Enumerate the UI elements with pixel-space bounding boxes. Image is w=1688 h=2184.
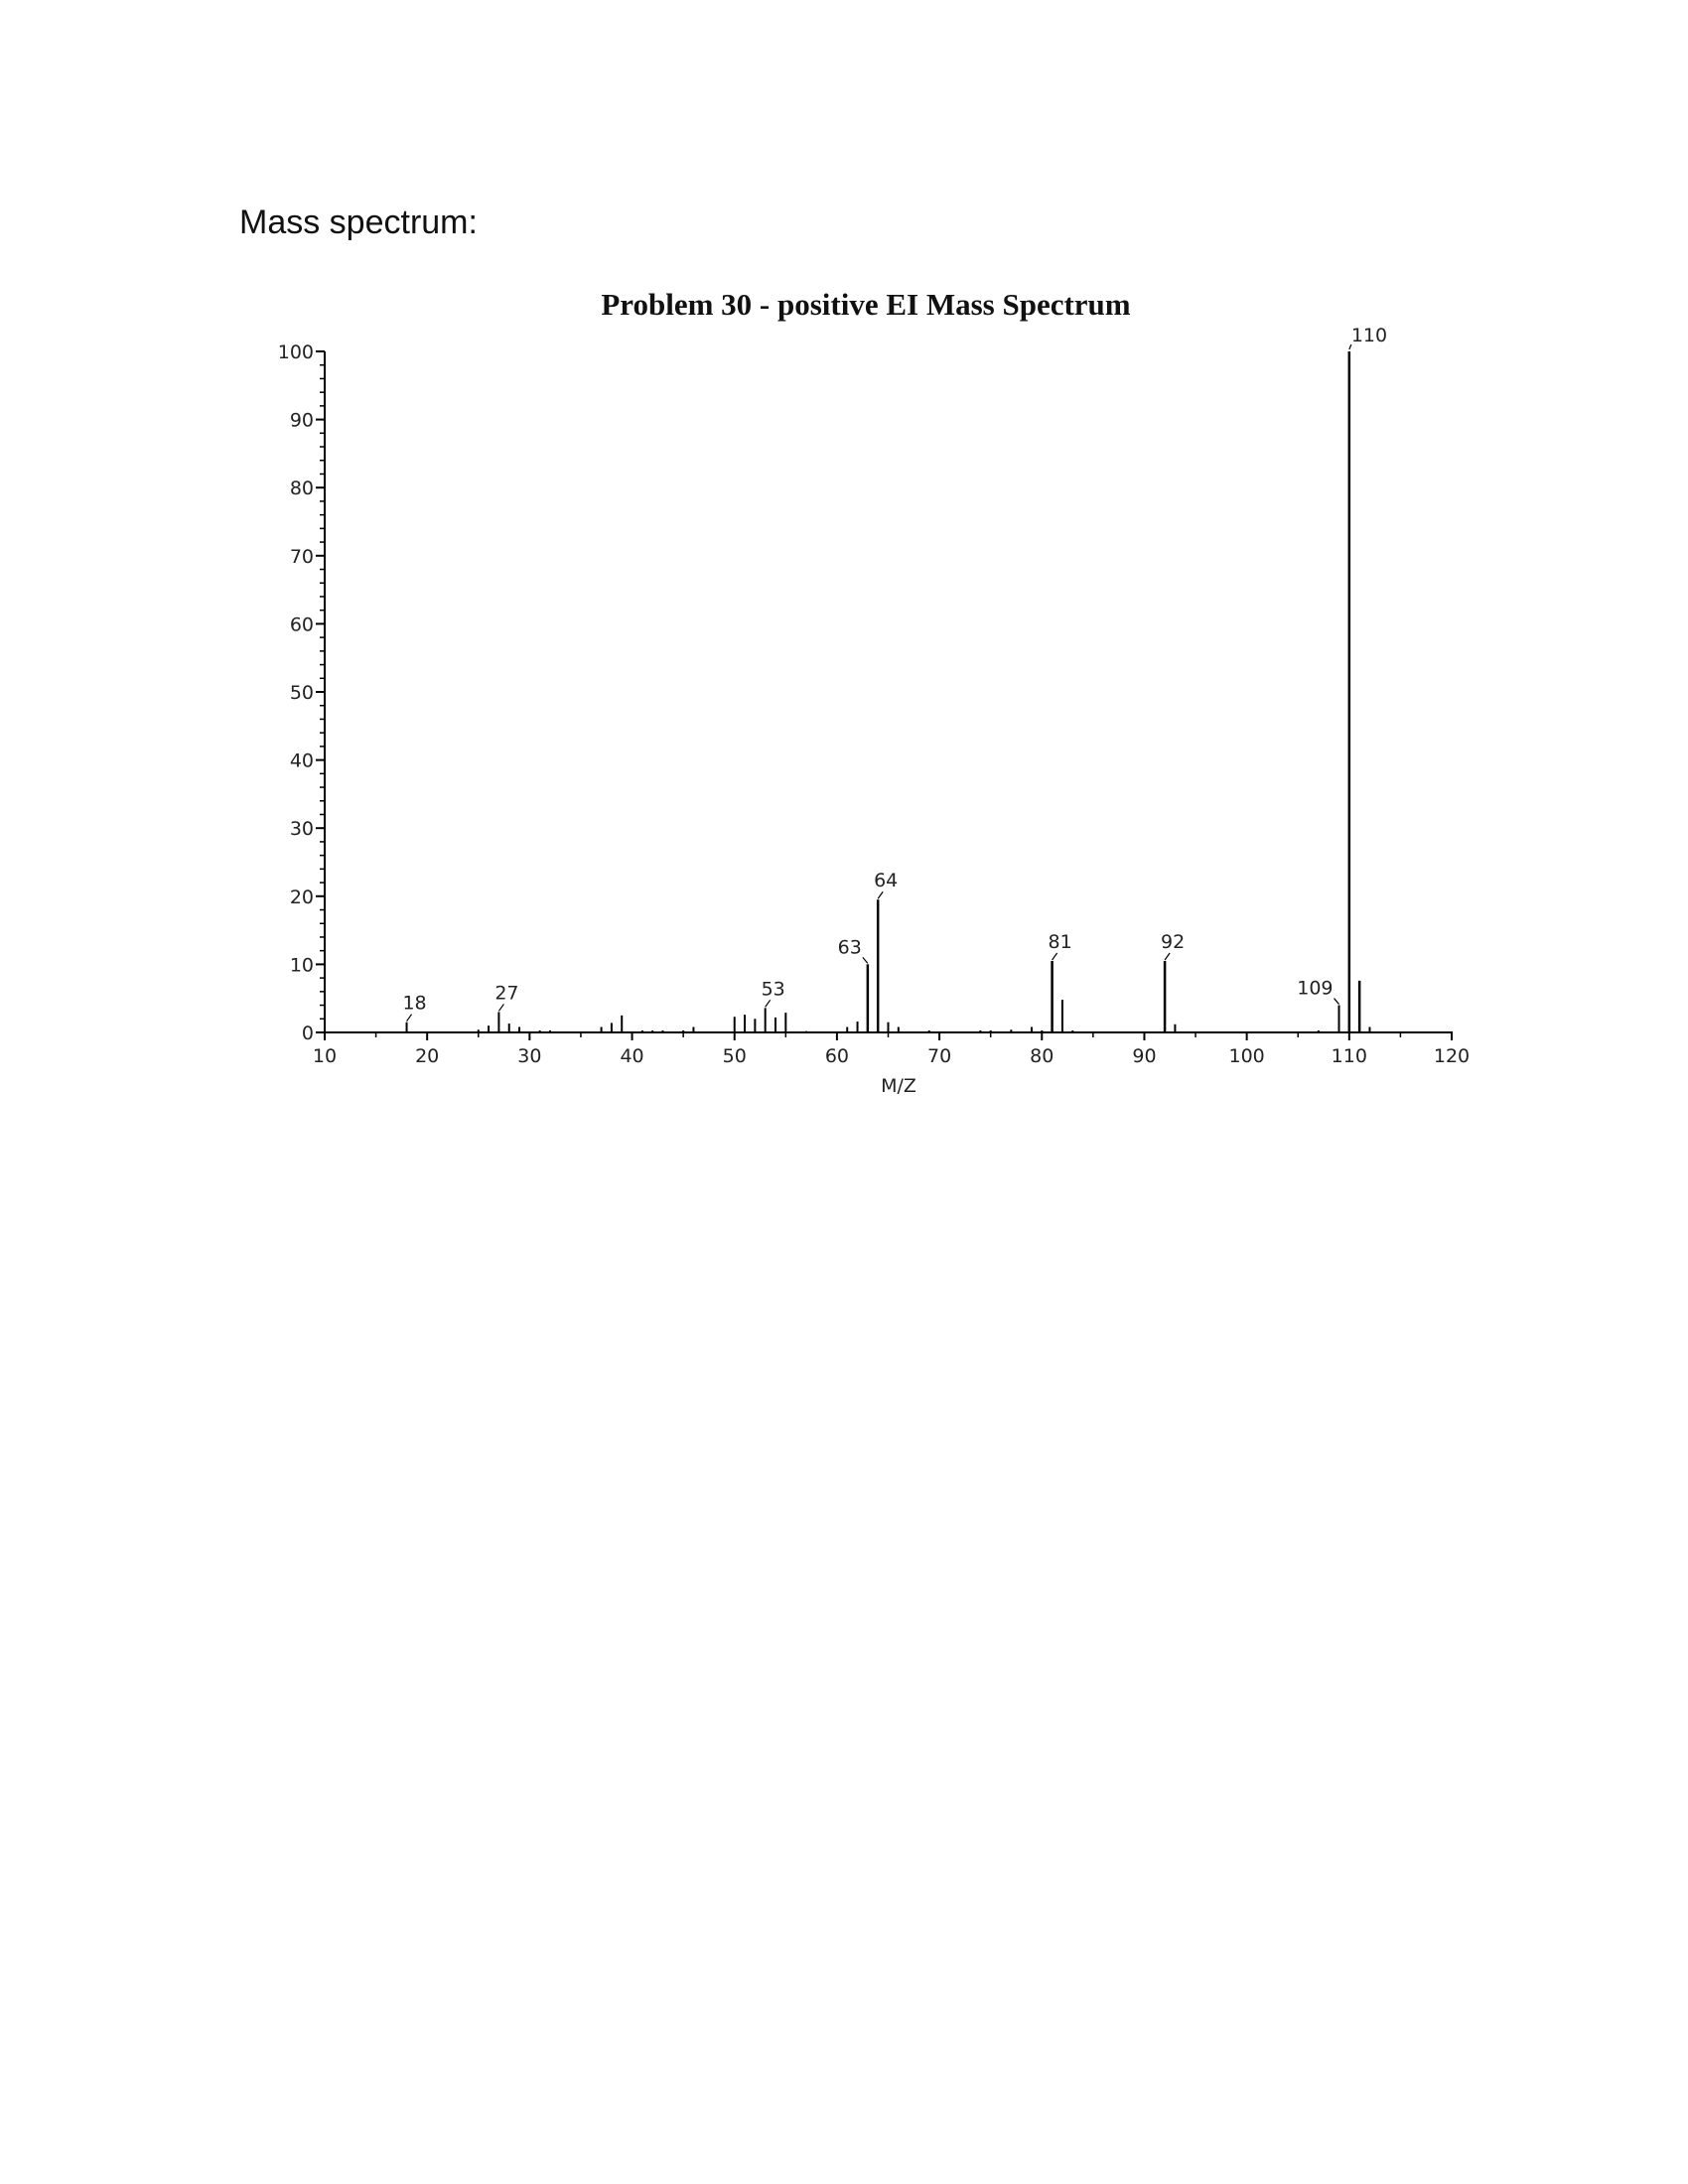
peak-leader: [878, 891, 883, 898]
x-axis-label: M/Z: [881, 1075, 916, 1097]
x-tick-label: 20: [415, 1045, 440, 1067]
peak-label: 18: [402, 992, 427, 1015]
x-tick-label: 120: [1433, 1045, 1471, 1067]
peak-leader: [1053, 953, 1057, 960]
peak-leader: [407, 1015, 412, 1022]
peak-label: 64: [874, 870, 899, 892]
x-tick-label: 60: [824, 1045, 850, 1067]
peak-label: 110: [1350, 325, 1388, 346]
peak-leader: [766, 1000, 771, 1007]
y-tick-label: 40: [289, 750, 314, 772]
y-tick-label: 70: [289, 545, 314, 568]
x-axis: [313, 1032, 1470, 1067]
chart-title: Problem 30 - positive EI Mass Spectrum: [601, 287, 1131, 322]
peak-leader: [1349, 344, 1351, 349]
page-heading: Mass spectrum:: [239, 204, 478, 241]
y-tick-label: 100: [277, 341, 314, 363]
peak-leader: [1165, 953, 1170, 960]
peak-leader: [1335, 999, 1339, 1005]
x-tick-label: 10: [312, 1045, 338, 1067]
y-tick-label: 60: [289, 614, 314, 636]
peak-label: 53: [761, 978, 785, 1001]
y-tick-label: 30: [289, 818, 314, 841]
peak-label: 27: [494, 982, 519, 1005]
x-tick-label: 70: [926, 1045, 952, 1067]
y-tick-label: 10: [289, 954, 314, 977]
x-tick-label: 80: [1030, 1045, 1055, 1067]
peak-leader: [498, 1004, 503, 1011]
y-axis: [278, 341, 325, 1044]
x-tick-label: 50: [722, 1045, 747, 1067]
peak-bars: [407, 351, 1370, 1032]
peak-label: 63: [837, 936, 862, 959]
peak-label: 81: [1048, 930, 1072, 953]
peak-label: 92: [1160, 930, 1186, 953]
x-tick-label: 40: [620, 1045, 644, 1067]
x-tick-label: 30: [517, 1045, 542, 1067]
y-tick-label: 80: [289, 478, 314, 500]
y-tick-label: 90: [289, 409, 314, 432]
peak-leader: [863, 957, 868, 963]
peak-labels: [402, 325, 1387, 1022]
y-tick-label: 50: [289, 682, 314, 704]
y-tick-label: 0: [301, 1023, 314, 1044]
x-tick-label: 90: [1132, 1045, 1157, 1067]
peak-label: 109: [1297, 977, 1334, 1000]
x-tick-label: 100: [1228, 1045, 1265, 1067]
x-tick-label: 110: [1331, 1045, 1367, 1067]
y-tick-label: 20: [289, 886, 314, 908]
